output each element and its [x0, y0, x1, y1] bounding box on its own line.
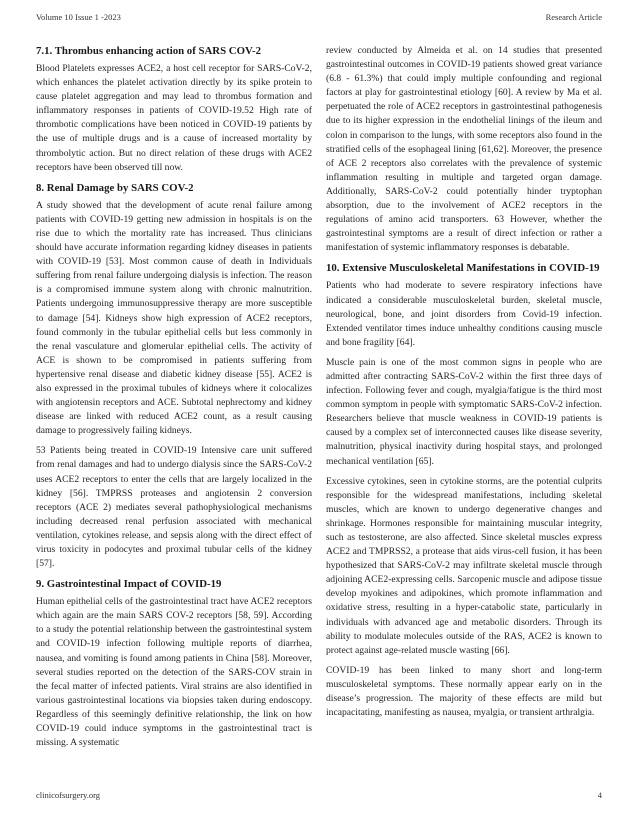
section-7-1-paragraph: Blood Platelets expresses ACE2, a host cell receptor for SARS-CoV-2, which enhances the platelet activation directly by its spike protein to cause platelet aggregation and may lead to thrombus formation and inflammatory responses in patients of COVID-19.52 High rate of thrombotic complications have been noticed in COVID-19 patients by the use of multiple drugs and is a cause of increased mortality by thrombolytic action. But no direct relation of these drugs with ACE2 receptors have been observed till now. — [36, 63, 312, 173]
article-type: Research Article — [545, 12, 602, 22]
page-header — [36, 12, 602, 26]
page-number: 4 — [597, 790, 602, 800]
section-9-heading: 9. Gastrointestinal Impact of COVID-19 — [36, 578, 222, 591]
section-9-paragraph-1: Human epithelial cells of the gastrointestinal tract have ACE2 receptors which again are the main SARS COV-2 receptors [58, 59]. According to a study the potential relationship between the gastrointestinal system and COVID-19 infection following multiple reports of diarrhea, nausea, and vomiting is found among patients in China [58]. Moreover, several studies reported on the detection of the SARS-COV strain in the fecal matter of infected patients. Viral strains are also identified in various gastrointestinal locations via biopsies taken during endoscopy. Regardless of this seemingly definitive relationship, the link on how COVID-19 could induce symptoms in the gastrointestinal tract is missing. A systematic — [36, 596, 312, 749]
section-8-paragraph-2: 53 Patients being treated in COVID-19 Intensive care unit suffered from renal damages and had to undergo dialysis since the SARS-CoV-2 uses ACE2 receptors to enter the cells that are largely localized in the kidney [56]. TMPRSS proteases and angiotensin 2 conversion receptors (ACE 2) mediates several pathophysiological mechanisms including decreased renal perfusion associated with mechanical ventilation, cytokines release, and sepsis along with the direct effect of virus toxicity in podocytes and proximal tubular cells of the kidney [57]. — [36, 445, 312, 570]
section-8-paragraph-1: A study showed that the development of acute renal failure among patients with COVID-19 getting new admission in hospitals is on the rise due to which the mortality rate has increased. Thus clinicians should have accurate information regarding kidney diseases in patients with COVID-19 [53]. Most common cause of death in Individuals suffering from renal failure undergoing dialysis is infection. The reason is a compromised immune system along with chronic malnutrition. Patients undergoing immunosuppressive therapy are more susceptible to damage [54]. Kidneys show high expression of ACE2 receptors, found commonly in the tubular epithelial cells but less commonly in the renal vasculature and glomerular epithelial cells. The activity of ACE is shown to be compromised in patients suffering from hypertensive renal disease and diabetic kidney disease [55]. ACE2 is also expressed in the proximal tubules of kidneys where it colocalizes with angiotensin receptors and ACE. Subtotal nephrectomy and kidney disease are linked with reduced ACE2 count, as a result causing damage to progressively failing kidneys. — [36, 199, 312, 437]
section-9-paragraph-continued: review conducted by Almeida et al. on 14 studies that presented gastrointestinal outcomes in COVID-19 patients showed great variance (6.8 - 61.3%) that could imply multiple confounding and regional factors at play for gastrointestinal etiology [60]. A review by Ma et al. perpetuated the role of ACE2 receptors in gastrointestinal pathogenesis due to its higher expression in the endothelial linings of the ileum and colon in comparison to the lungs, with some receptors also found in the stratified cells of the esophageal lining [61,62]. Moreover, the presence of ACE 2 receptors also correlates with the prevalence of systemic inflammation resulting in multiple and targeted organ damage. Additionally, SARS-CoV-2 could potentially hinder tryptophan absorption, due to the involvement of ACE2 receptors in the regulations of amino acid transporters. 63 However, whether the gastrointestinal symptoms are a result of direct infection or rather a manifestation of systemic inflammatory responses is debatable. — [326, 45, 602, 254]
section-10-paragraph-1: Patients who had moderate to severe respiratory infections have indicated a considerable musculoskeletal burden, skeletal muscle, neurological, bone, and joint disorders from Covid-19 infection. Extended ventilator times induce unhealthy conditions causing muscle and bone fragility [64]. — [326, 280, 602, 348]
section-8-heading: 8. Renal Damage by SARS COV-2 — [36, 181, 194, 194]
page-footer — [36, 790, 602, 802]
journal-volume: Volume 10 Issue 1 -2023 — [36, 12, 121, 22]
section-7-1-heading: 7.1. Thrombus enhancing action of SARS COV-2 — [36, 45, 261, 57]
section-10-paragraph-2: Muscle pain is one of the most common signs in people who are admitted after contracting SARS-CoV-2 within the first three days of infection. Following fever and cough, myalgia/fatigue is the third most common symptom in people with symptomatic SARS-CoV-2 infection. Researchers believe that muscle weakness in COVID-19 patients is caused by a complex set of interconnected causes like disease severity, malnutrition, physical inactivity during hospital stays, and prolonged mechanical ventilation [65]. — [326, 356, 602, 467]
section-10-paragraph-3: Excessive cytokines, seen in cytokine storms, are the potential culprits responsible for the widespread manifestations, including skeletal muscles, which are known to undergo degenerative changes and shrinkage. Hormones responsible for maintaining muscular integrity, such as testosterone, are also affected. Since skeletal muscles express ACE2 and TMPRSS2, a protease that aids virus-cell fusion, it has been hypothesized that SARS-CoV-2 may infiltrate skeletal muscle through adjoining ACE2-expressing cells. Sarcopenic muscle and adipose tissue develop myokines and adipokines, which promote inflammation and oxidative stress, resulting in a hyper-catabolic state, particularly in individuals with advanced age and metabolic disorders. Through its ability to modulate molecules outside of the RAS, ACE2 is known to protect against age-related muscle wasting [66]. — [326, 475, 602, 656]
right-column — [326, 44, 602, 726]
left-column — [36, 44, 312, 756]
footer-site-link[interactable]: clinicofsurgery.org — [36, 790, 101, 800]
section-10-paragraph-4: COVID-19 has been linked to many short and long-term musculoskeletal symptoms. These normally appear early on in the disease’s progression. The majority of these effects are mild but incapacitating, manifesting as nausea, myalgia, or transient arthralgia. — [326, 664, 602, 719]
section-10-heading: 10. Extensive Musculoskeletal Manifestations in COVID-19 — [326, 262, 600, 275]
